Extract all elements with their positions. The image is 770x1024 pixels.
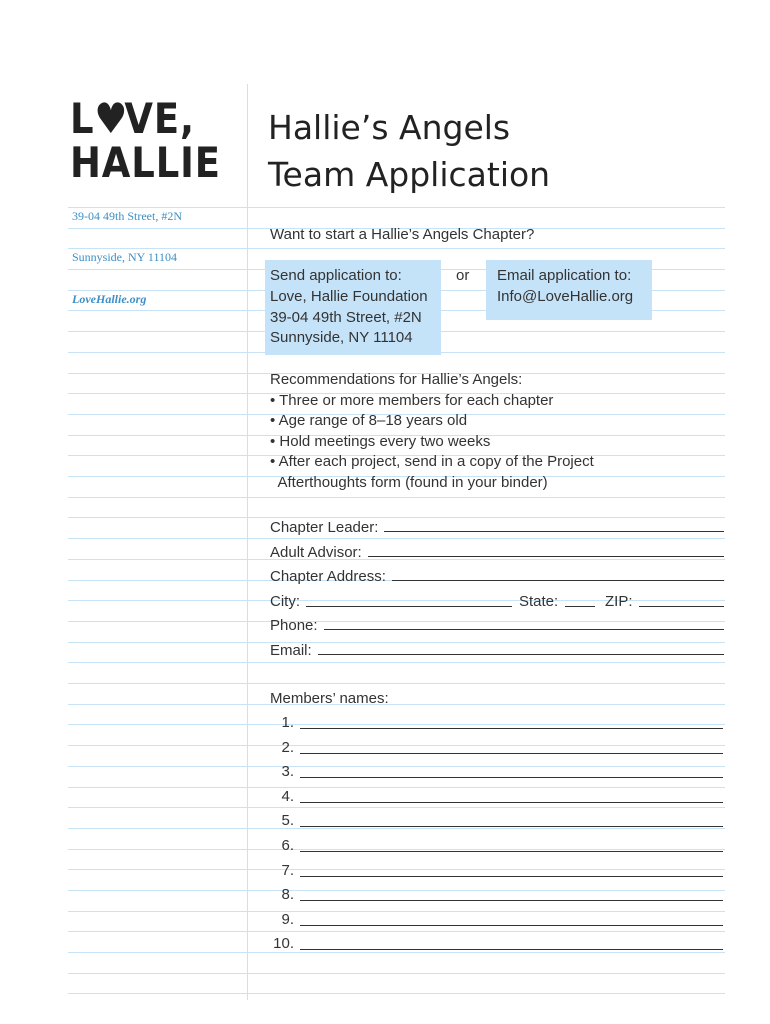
logo-line-2: HALLIE: [70, 138, 221, 187]
member-number: 3.: [281, 763, 294, 781]
rule-line: [68, 766, 725, 767]
member-name-line[interactable]: [300, 753, 723, 754]
member-number: 5.: [281, 812, 294, 830]
send-line: Send application to:: [270, 267, 402, 284]
send-line: 39-04 49th Street, #2N: [270, 308, 422, 326]
member-number: 6.: [281, 837, 294, 854]
rule-line: [68, 497, 725, 498]
chapter-leader-field[interactable]: [270, 518, 724, 538]
chapter-address-line[interactable]: [392, 568, 724, 581]
recommendation-item: • After each project, send in a copy of the Project: [270, 453, 594, 471]
rule-line: [68, 248, 725, 249]
phone-line[interactable]: [324, 617, 724, 630]
rule-line: [68, 828, 725, 829]
email-link[interactable]: Info@LoveHallie.org: [497, 287, 634, 305]
email-label: Email:: [270, 642, 312, 659]
member-number: 8.: [281, 886, 294, 904]
member-number: 10.: [273, 935, 294, 953]
or-label: or: [456, 267, 470, 284]
adult-advisor-field[interactable]: [270, 543, 724, 563]
recommendation-item: • Hold meetings every two weeks: [270, 432, 491, 450]
rule-line: [68, 538, 725, 539]
logo-line-1: [70, 94, 221, 143]
send-line: Love, Hallie Foundation: [270, 287, 428, 305]
recommendations-heading: Recommendations for Hallie’s Angels:: [270, 371, 523, 388]
sidebar-street: 39-04 49th Street, #2N: [72, 209, 182, 223]
member-name-line[interactable]: [300, 826, 723, 827]
member-name-line[interactable]: [300, 802, 723, 803]
city-label: City:: [270, 593, 300, 610]
member-number: 4.: [281, 787, 294, 805]
send-line: Sunnyside, NY 11104: [270, 329, 413, 347]
love-hallie-logo: [70, 94, 242, 187]
state-line[interactable]: [565, 606, 595, 607]
rule-line: [68, 931, 725, 932]
email-line[interactable]: [318, 642, 724, 655]
rule-line: [68, 683, 725, 684]
page-title-line-2: Team Application: [268, 155, 551, 194]
chapter-leader-line[interactable]: [384, 519, 724, 532]
member-name-line[interactable]: [300, 851, 723, 852]
chapter-leader-label: Chapter Leader:: [270, 519, 379, 536]
chapter-address-label: Chapter Address:: [270, 568, 386, 586]
city-line[interactable]: [306, 606, 512, 607]
recommendation-item: • Age range of 8–18 years old: [270, 412, 468, 430]
rule-line: [68, 807, 725, 808]
member-name-line[interactable]: [300, 728, 723, 729]
sidebar-website-link[interactable]: LoveHallie.org: [72, 292, 147, 306]
logo-letter: L: [70, 94, 95, 143]
email-application-box: [486, 260, 652, 320]
rule-line: [68, 890, 725, 891]
rule-line: [68, 911, 725, 912]
recommendation-item: • Three or more members for each chapter: [270, 391, 554, 409]
sidebar-city: Sunnyside, NY 11104: [72, 250, 177, 264]
email-line: Email application to:: [497, 267, 632, 284]
rule-line: [68, 207, 725, 208]
phone-label: Phone:: [270, 617, 318, 635]
member-number: 1.: [281, 714, 294, 731]
email-field[interactable]: [270, 641, 724, 661]
member-number: 2.: [281, 738, 294, 756]
logo-letters: VE,: [124, 94, 195, 143]
rule-line: [68, 662, 725, 663]
rule-line: [68, 973, 725, 974]
member-name-line[interactable]: [300, 925, 723, 926]
member-name-line[interactable]: [300, 900, 723, 901]
member-number: 9.: [281, 910, 294, 928]
heart-icon: ♥: [94, 94, 129, 143]
rule-line: [68, 724, 725, 725]
members-heading: Members’ names:: [270, 690, 389, 707]
member-name-line[interactable]: [300, 876, 723, 877]
rule-line: [68, 849, 725, 850]
rule-line: [68, 745, 725, 746]
rule-line: [68, 993, 725, 994]
rule-line: [68, 869, 725, 870]
rule-line: [68, 787, 725, 788]
member-name-line[interactable]: [300, 949, 723, 950]
state-label: State:: [519, 593, 559, 610]
zip-line[interactable]: [639, 606, 724, 607]
chapter-address-field[interactable]: [270, 567, 724, 587]
member-number: 7.: [281, 861, 294, 879]
zip-label: ZIP:: [605, 593, 633, 610]
phone-field[interactable]: [270, 616, 724, 636]
intro-text: Want to start a Hallie’s Angels Chapter?: [270, 226, 535, 243]
adult-advisor-label: Adult Advisor:: [270, 543, 362, 561]
page-title-line-1: Hallie’s Angels: [268, 108, 511, 147]
rule-line: [68, 704, 725, 705]
margin-rule: [247, 84, 248, 1000]
member-name-line[interactable]: [300, 777, 723, 778]
recommendation-item: Afterthoughts form (found in your binder): [270, 474, 548, 491]
send-application-box: [265, 260, 441, 355]
rule-line: [68, 952, 725, 953]
adult-advisor-line[interactable]: [368, 544, 724, 557]
